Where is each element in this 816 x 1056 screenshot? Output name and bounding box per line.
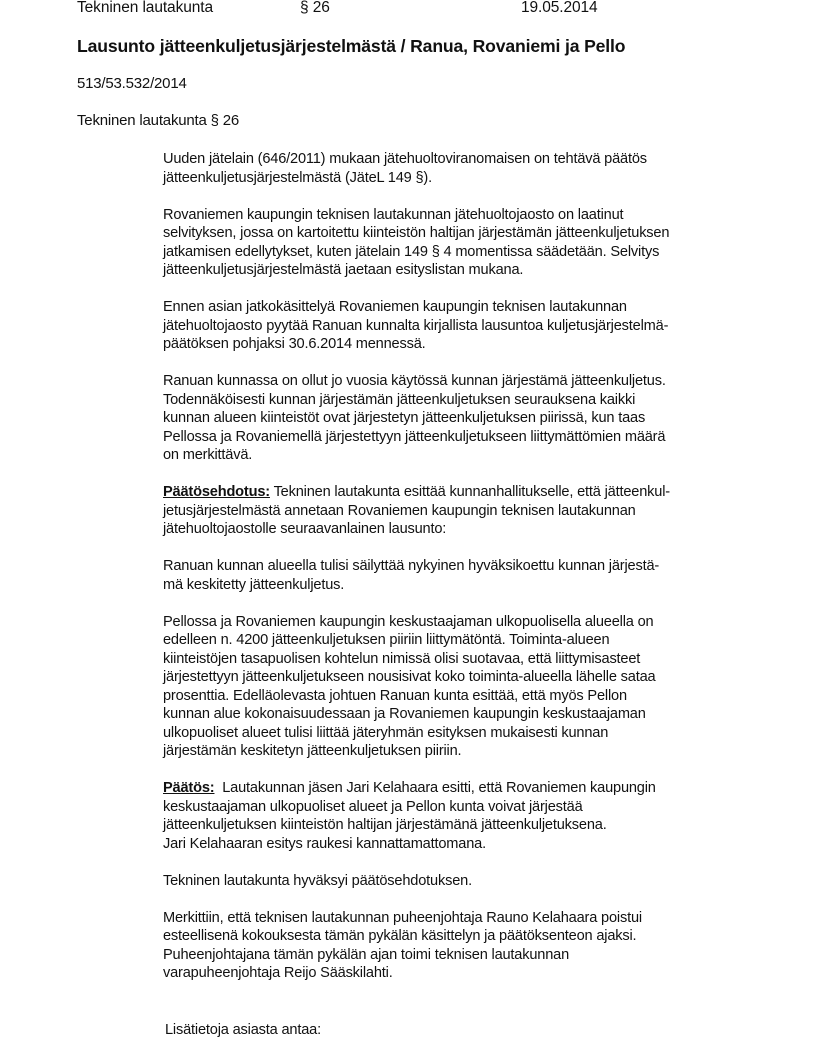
body-paragraph [163,872,763,891]
header-committee: Tekninen lautakunta [77,0,213,16]
paragraph-lead-label: Päätös: [163,780,215,796]
paragraph-line: Rovaniemen kaupungin teknisen lautakunnan jätehuoltojaosto on laatinut [163,206,624,223]
body-paragraph [163,206,763,280]
paragraph-line: varapuheenjohtaja Reijo Sääskilahti. [163,965,393,981]
paragraph-line: järjestettyyn jätteenkuljetukseen nousisivat koko toiminta-alueella lähelle sataa [163,669,656,685]
paragraph-line: kunnan alueen kiinteistöt ovat järjestetyn jätteenkuljetuksen piirissä, kun taas [163,410,646,426]
paragraph-line: jätehuoltojaostolle seuraavanlainen lausunto: [163,521,447,537]
decision-paragraph [163,779,763,853]
header-date: 19.05.2014 [521,0,598,16]
paragraph-line: Ennen asian jatkokäsittelyä Rovaniemen kaupungin teknisen lautakunnan [163,299,627,315]
paragraph-line: prosenttia. Edelläolevasta johtuen Ranuan kunta esittää, että myös Pellon [163,687,627,704]
paragraph-line: Todennäköisesti kunnan järjestämän jätteenkuljetuksen seurauksena kaikki [163,391,636,408]
paragraph-line: on merkittävä. [163,447,253,463]
body-paragraph [163,557,763,594]
body-paragraph [163,909,763,983]
paragraph-line: Uuden jätelain (646/2011) mukaan jätehuoltoviranomaisen on tehtävä päätös [163,151,647,167]
paragraph-line: Ranuan kunnan alueella tulisi säilyttää nykyinen hyväksikoettu kunnan järjestä- [163,558,660,574]
additional-info-label: Lisätietoja asiasta antaa: [165,1022,321,1038]
paragraph-line-text: Lautakunnan jäsen Jari Kelahaara esitti, että Rovaniemen kaupungin [214,780,656,796]
paragraph-line: mä keskitetty jätteenkuljetus. [163,576,345,593]
paragraph-line: jätehuoltojaosto pyytää Ranuan kunnalta kirjallista lausuntoa kuljetusjärjestelmä- [163,317,669,334]
body-paragraph [163,372,763,465]
body-paragraph [163,613,763,761]
paragraph-line [163,779,763,798]
document-body [163,150,763,1001]
paragraph-line: Merkittiin, että teknisen lautakunnan puheenjohtaja Rauno Kelahaara poistui [163,909,642,926]
paragraph-line: Ranuan kunnassa on ollut jo vuosia käytössä kunnan järjestämä jätteenkuljetus. [163,373,666,389]
paragraph-line: jätteenkuljetusjärjestelmästä jaetaan esityslistan mukana. [163,262,524,278]
paragraph-line-text: Tekninen lautakunta esittää kunnanhallitukselle, että jätteenkul- [269,484,670,500]
reference-number: 513/53.532/2014 [77,75,187,92]
paragraph-line: jetusjärjestelmästä annetaan Rovaniemen kaupungin teknisen lautakunnan [163,502,636,519]
paragraph-line: jatkamisen edellytykset, kuten jätelain 149 § 4 momentissa säädetään. Selvitys [163,243,660,260]
paragraph-line: Pellossa ja Rovaniemellä järjestettyyn jätteenkuljetukseen liittymättömien määrä [163,428,666,445]
section-label: Tekninen lautakunta § 26 [77,112,239,129]
paragraph-line: selvityksen, jossa on kartoitettu kiinteistön haltijan järjestämän jätteenkuljetuksen [163,225,670,241]
paragraph-line: Pellossa ja Rovaniemen kaupungin keskustaajaman ulkopuolisella alueella on [163,613,654,630]
paragraph-line: järjestämän keskitetyn jätteenkuljetuksen piiriin. [163,743,462,759]
paragraph-line: päätöksen pohjaksi 30.6.2014 mennessä. [163,336,426,352]
paragraph-line: Jari Kelahaaran esitys raukesi kannattamattomana. [163,835,486,852]
paragraph-line: kunnan alue kokonaisuudessaan ja Rovaniemen kaupungin keskustaajaman [163,706,646,722]
body-paragraph [163,298,763,354]
document-title: Lausunto jätteenkuljetusjärjestelmästä / Ranua, Rovaniemi ja Pello [77,36,626,56]
paragraph-line: jätteenkuljetusjärjestelmästä (JäteL 149 §). [163,169,432,186]
body-paragraph [163,150,763,187]
header-section: § 26 [300,0,330,16]
paragraph-line: keskustaajaman ulkopuoliset alueet ja Pellon kunta voivat järjestää [163,798,583,815]
paragraph-line: jätteenkuljetuksen kiinteistön haltijan järjestämänä jätteenkuljetuksena. [163,817,607,833]
paragraph-line: Puheenjohtajana tämän pykälän ajan toimi teknisen lautakunnan [163,946,570,963]
paragraph-line: kiinteistöjen tasapuolisen kohtelun nimissä olisi suotavaa, että liittymisasteet [163,650,641,667]
paragraph-line: edelleen n. 4200 jätteenkuljetuksen piiriin liittymätöntä. Toiminta-alueen [163,632,610,648]
paragraph-line: ulkopuoliset alueet tulisi liittää jäteryhmän esityksen mukaisesti kunnan [163,724,609,741]
decision-paragraph [163,483,763,539]
paragraph-lead-label: Päätösehdotus: [163,484,270,500]
paragraph-line: Tekninen lautakunta hyväksyi päätösehdotuksen. [163,872,472,889]
paragraph-line [163,483,763,502]
paragraph-line: esteellisenä kokouksesta tämän pykälän käsittelyn ja päätöksenteon ajaksi. [163,928,637,944]
